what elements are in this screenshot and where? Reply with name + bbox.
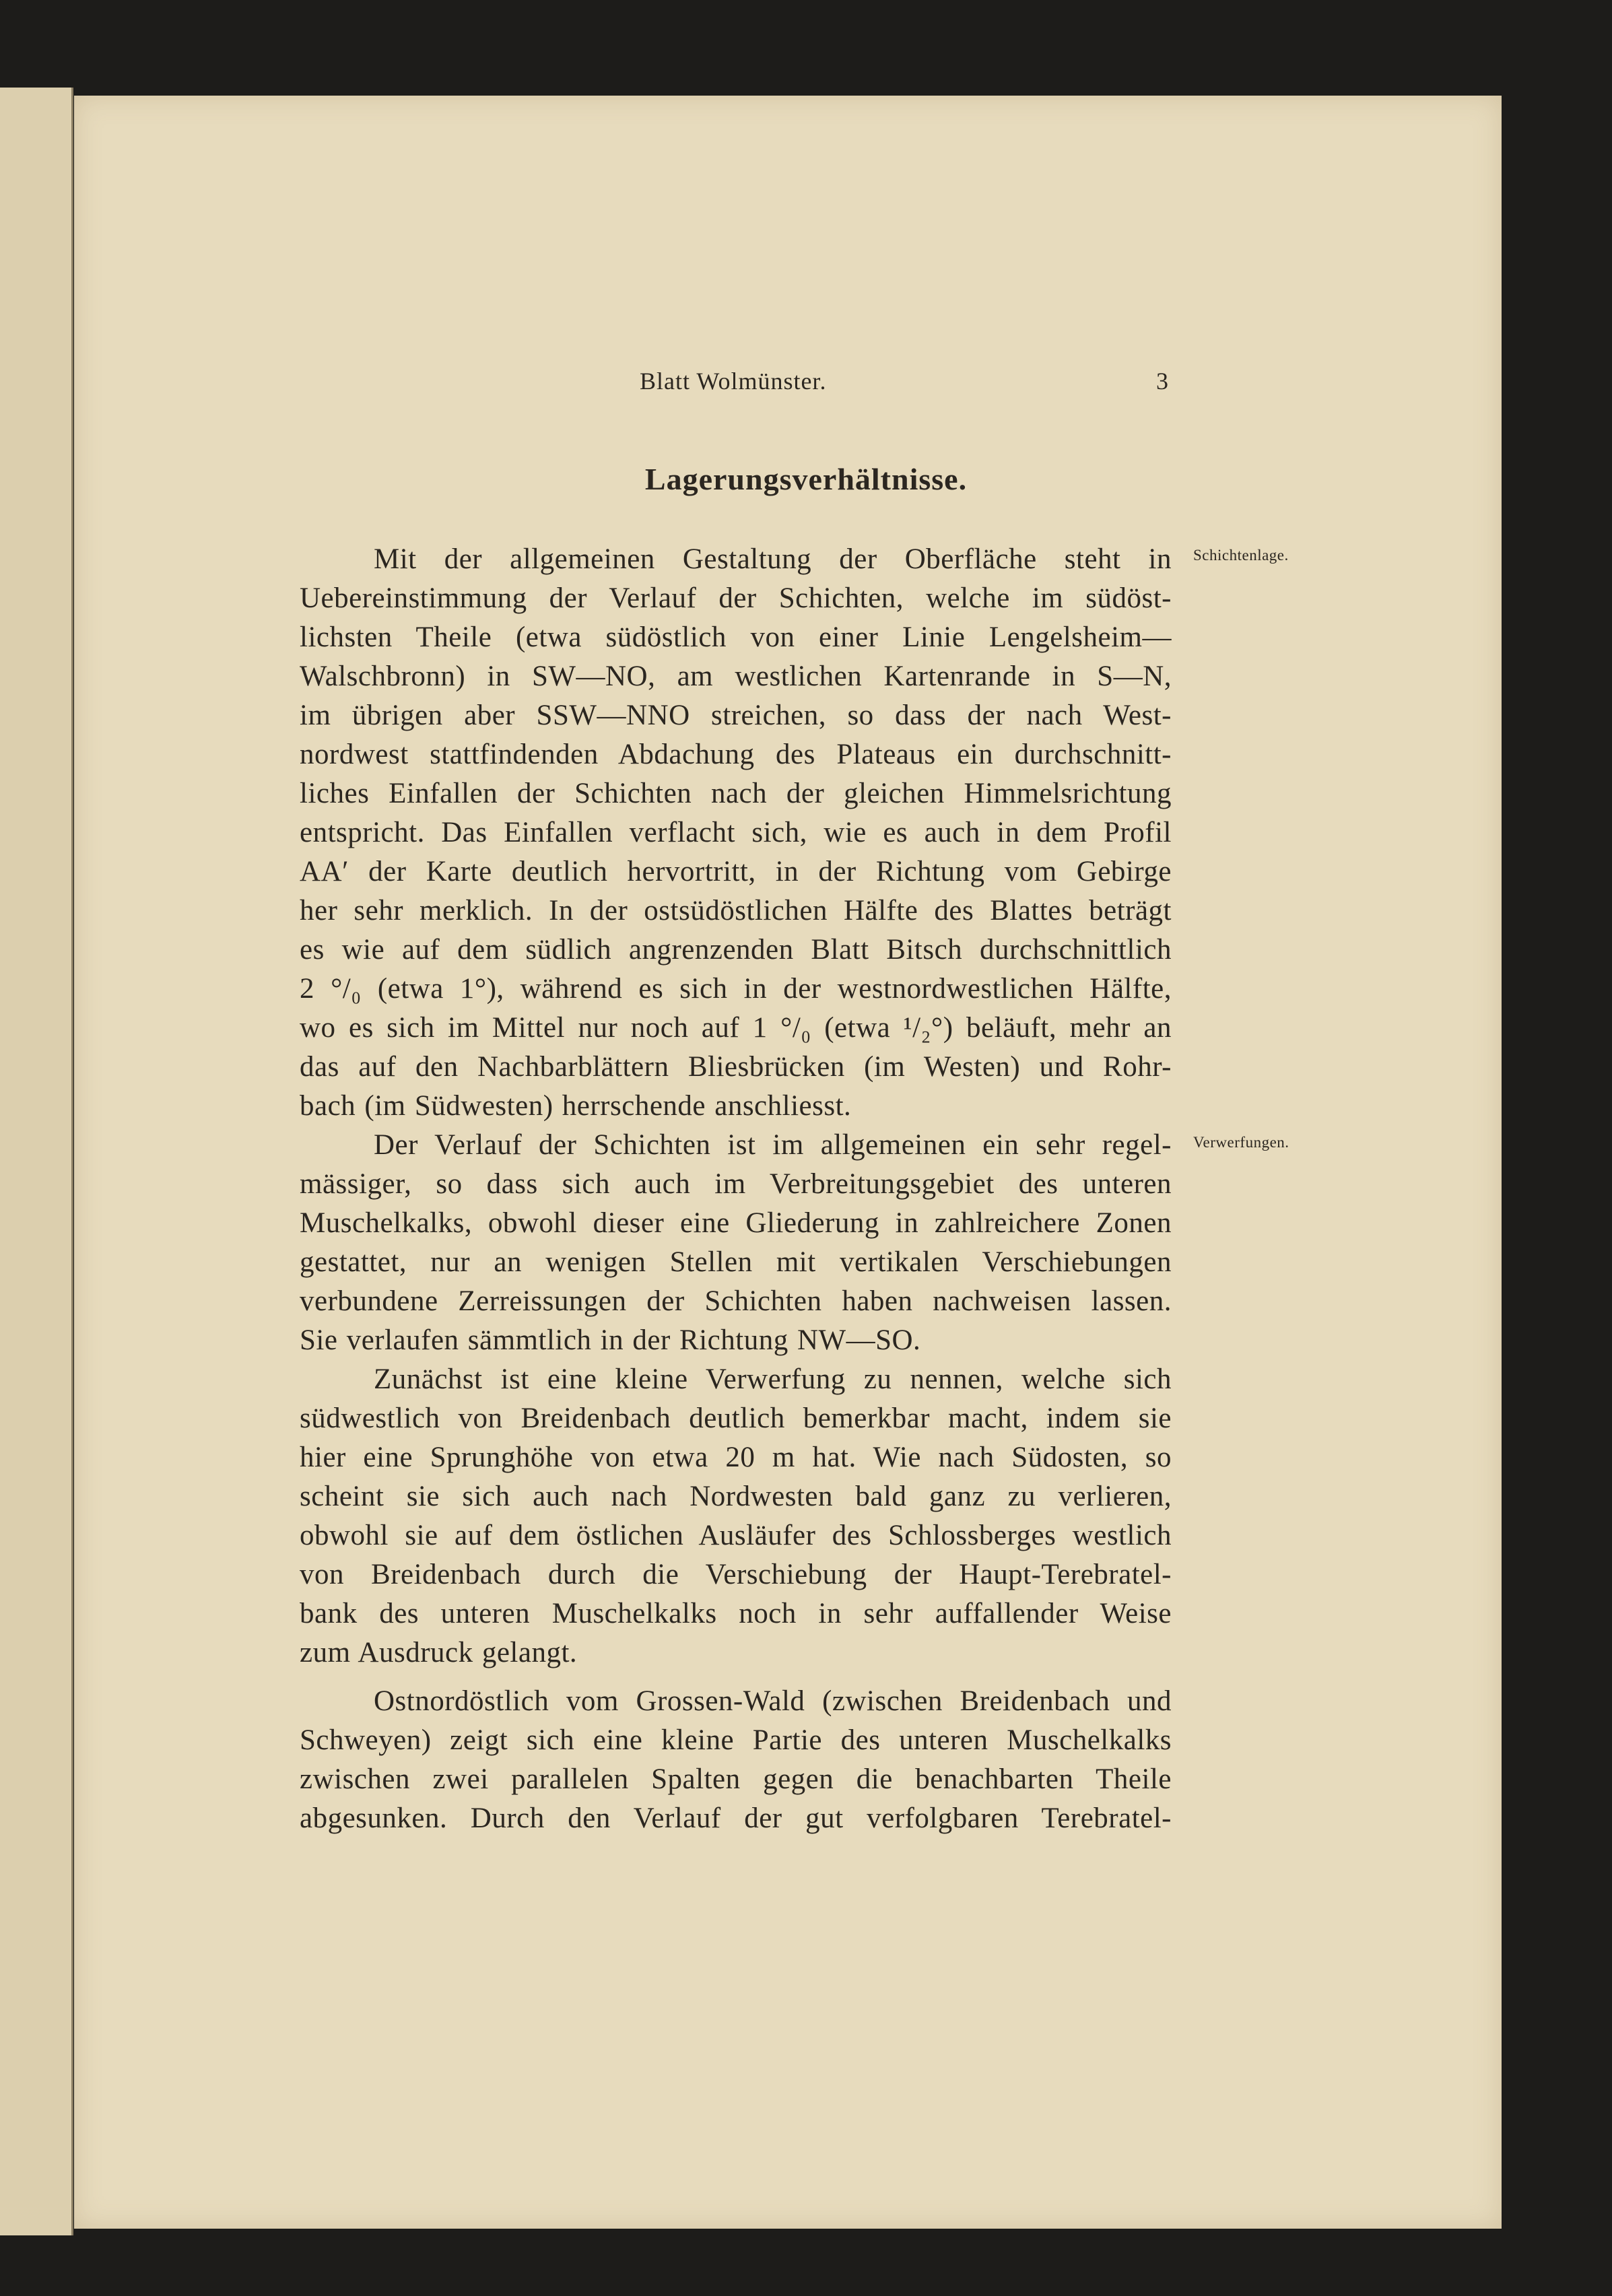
- text-line: Der Verlauf der Schichten ist im allgemeinen ein sehr regel-: [374, 1129, 1172, 1161]
- text-line: bach (im Südwesten) herrschende anschliesst.: [300, 1090, 852, 1122]
- text-line: abgesunken. Durch den Verlauf der gut verfolgbaren Terebratel-: [300, 1802, 1172, 1834]
- text-line: zwischen zwei parallelen Spalten gegen die benachbarten Theile: [300, 1763, 1172, 1795]
- facing-page-edge: [0, 88, 73, 2235]
- text-line: Ostnordöstlich vom Grossen-Wald (zwischen Breidenbach und: [374, 1685, 1172, 1717]
- text-line: Uebereinstimmung der Verlauf der Schichten, welche im südöst-: [300, 582, 1172, 614]
- text-line: das auf den Nachbarblättern Bliesbrücken (im Westen) und Rohr-: [300, 1051, 1172, 1083]
- text-line: mässiger, so dass sich auch im Verbreitungsgebiet des unteren: [300, 1168, 1172, 1200]
- text-line: südwestlich von Breidenbach deutlich bemerkbar macht, indem sie: [300, 1403, 1172, 1434]
- text-line: Walschbronn) in SW—NO, am westlichen Kartenrande in S—N,: [300, 661, 1172, 692]
- page-number: 3: [1156, 368, 1168, 395]
- text-line: nordwest stattfindenden Abdachung des Plateaus ein durchschnitt-: [300, 739, 1172, 770]
- text-line: gestattet, nur an wenigen Stellen mit vertikalen Verschiebungen: [300, 1246, 1172, 1278]
- margin-note-schichtenlage: Schichtenlage.: [1193, 547, 1289, 564]
- text-line: AA′ der Karte deutlich hervortritt, in der Richtung vom Gebirge: [300, 856, 1172, 887]
- book-page: [74, 96, 1502, 2229]
- text-line: es wie auf dem südlich angrenzenden Blatt Bitsch durchschnittlich: [300, 934, 1172, 966]
- text-line: 2 °/₀ (etwa 1°), während es sich in der westnordwestlichen Hälfte,: [300, 973, 1172, 1005]
- text-line: Sie verlaufen sämmtlich in der Richtung NW—SO.: [300, 1324, 921, 1356]
- text-line: bank des unteren Muschelkalks noch in sehr auffallender Weise: [300, 1598, 1172, 1629]
- text-line: entspricht. Das Einfallen verflacht sich, wie es auch in dem Profil: [300, 817, 1172, 848]
- section-title: Lagerungsverhältnisse.: [644, 462, 968, 496]
- text-line: verbundene Zerreissungen der Schichten haben nachweisen lassen.: [300, 1285, 1172, 1317]
- text-line: Mit der allgemeinen Gestaltung der Oberfläche steht in: [374, 543, 1172, 575]
- running-title: Blatt Wolmünster.: [640, 368, 827, 395]
- text-line: von Breidenbach durch die Verschiebung der Haupt-Terebratel-: [300, 1559, 1172, 1590]
- margin-note-verwerfungen: Verwerfungen.: [1193, 1134, 1289, 1151]
- text-line: her sehr merklich. In der ostsüdöstlichen Hälfte des Blattes beträgt: [300, 895, 1172, 926]
- text-line: zum Ausdruck gelangt.: [300, 1637, 578, 1668]
- text-line: lichsten Theile (etwa südöstlich von einer Linie Lengelsheim—: [300, 621, 1172, 653]
- text-line: hier eine Sprunghöhe von etwa 20 m hat. Wie nach Südosten, so: [300, 1442, 1172, 1473]
- text-line: liches Einfallen der Schichten nach der gleichen Himmelsrichtung: [300, 778, 1172, 809]
- text-line: Muschelkalks, obwohl dieser eine Gliederung in zahlreichere Zonen: [300, 1207, 1172, 1239]
- text-line: scheint sie sich auch nach Nordwesten bald ganz zu verlieren,: [300, 1481, 1172, 1512]
- text-line: obwohl sie auf dem östlichen Ausläufer des Schlossberges westlich: [300, 1520, 1172, 1551]
- text-line: im übrigen aber SSW—NNO streichen, so dass der nach West-: [300, 700, 1172, 731]
- text-line: Schweyen) zeigt sich eine kleine Partie des unteren Muschelkalks: [300, 1724, 1172, 1756]
- text-line: wo es sich im Mittel nur noch auf 1 °/₀ (etwa ¹/₂°) beläuft, mehr an: [300, 1012, 1172, 1044]
- text-line: Zunächst ist eine kleine Verwerfung zu nennen, welche sich: [374, 1363, 1172, 1395]
